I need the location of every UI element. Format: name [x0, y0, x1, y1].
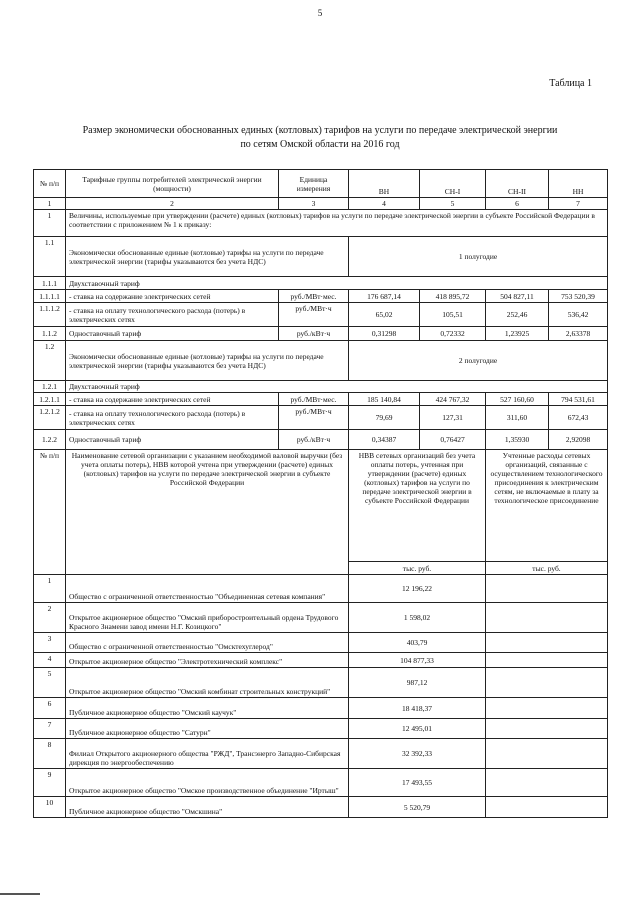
colnum-7: 7 — [549, 198, 608, 210]
row-label: - ставка на содержание электрических сетей — [66, 290, 279, 303]
org-nvv: 1 598,02 — [349, 603, 486, 633]
org-num: 5 — [34, 668, 66, 698]
orgs-header-name: Наименование сетевой организации с указанием необходимой валовой выручки (без учета оплаты потерь), НВВ которой учтена при утверждении (расчете) единых (котловых) тарифов на услуги по передаче электрической энергии в субъекте Российской Федерации — [66, 450, 349, 575]
colnum-2: 2 — [66, 198, 279, 210]
org-expenses — [486, 575, 608, 603]
value-sn2: 504 827,11 — [486, 290, 549, 303]
value-nn: 536,42 — [549, 303, 608, 327]
org-nvv: 32 392,33 — [349, 739, 486, 769]
org-name: Публичное акционерное общество "Омский каучук" — [66, 698, 349, 719]
row-label: Двухставочный тариф — [66, 277, 608, 290]
value-vn: 0,31298 — [349, 327, 420, 341]
org-num: 7 — [34, 719, 66, 739]
org-name: Публичное акционерное общество "Омскшина" — [66, 797, 349, 818]
org-expenses — [486, 698, 608, 719]
org-expenses — [486, 769, 608, 797]
orgs-header-num: № п/п — [34, 450, 66, 575]
colnum-5: 5 — [420, 198, 486, 210]
row-label: Двухставочный тариф — [66, 381, 608, 393]
header-level-sn1: СН-I — [420, 184, 486, 198]
org-name: Общество с ограниченной ответственностью "Объединенная сетевая компания" — [66, 575, 349, 603]
org-nvv: 987,12 — [349, 668, 486, 698]
row-num: 1.2.1.1 — [34, 393, 66, 406]
org-nvv: 17 493,55 — [349, 769, 486, 797]
org-nvv: 18 418,37 — [349, 698, 486, 719]
org-expenses — [486, 797, 608, 818]
orgs-header-nvv: НВВ сетевых организаций без учета оплаты потерь, учтенная при утверждении (расчете) единых (котловых) тарифов на услуги по передаче электрической энергии в субъекте Российской Федерации — [349, 450, 486, 562]
org-nvv: 12 495,01 — [349, 719, 486, 739]
page-number: 5 — [317, 8, 323, 18]
row-num: 1.2.1 — [34, 381, 66, 393]
value-sn1: 424 767,32 — [420, 393, 486, 406]
row-unit: руб./МВт·мес. — [279, 393, 349, 406]
row-unit: руб./кВт·ч — [279, 327, 349, 341]
section-num: 1 — [34, 210, 66, 237]
org-num: 2 — [34, 603, 66, 633]
value-nn: 794 531,61 — [549, 393, 608, 406]
org-name: Открытое акционерное общество "Омское производственное объединение "Иртыш" — [66, 769, 349, 797]
row-label: - ставка на оплату технологического расхода (потерь) в электрических сетях — [66, 406, 279, 430]
value-nn: 672,43 — [549, 406, 608, 430]
row-num: 1.2.2 — [34, 430, 66, 450]
period-label: 1 полугодие — [349, 237, 608, 277]
orgs-unit-expenses: тыс. руб. — [486, 562, 608, 575]
row-num: 1.2 — [34, 341, 66, 381]
value-sn1: 105,51 — [420, 303, 486, 327]
row-label: Экономически обоснованные единые (котловые) тарифы на услуги по передаче электрической энергии (тарифы указываются без учета НДС) — [66, 341, 349, 381]
value-nn: 2,63378 — [549, 327, 608, 341]
org-expenses — [486, 719, 608, 739]
org-num: 9 — [34, 769, 66, 797]
org-expenses — [486, 633, 608, 653]
org-nvv: 5 520,79 — [349, 797, 486, 818]
header-num: № п/п — [34, 170, 66, 198]
org-num: 10 — [34, 797, 66, 818]
header-level-vn: ВН — [349, 184, 420, 198]
org-num: 8 — [34, 739, 66, 769]
header-group: Тарифные группы потребителей электрической энергии (мощности) — [66, 170, 279, 198]
row-unit: руб./кВт·ч — [279, 430, 349, 450]
row-num: 1.1.1.2 — [34, 303, 66, 327]
value-sn1: 0,76427 — [420, 430, 486, 450]
period-label: 2 полугодие — [349, 341, 608, 381]
value-sn2: 1,23925 — [486, 327, 549, 341]
value-nn: 2,92098 — [549, 430, 608, 450]
row-num: 1.1.1.1 — [34, 290, 66, 303]
org-name: Филиал Открытого акционерного общества "РЖД", Трансэнерго Западно-Сибирская дирекция по энергообеспечению — [66, 739, 349, 769]
org-name: Открытое акционерное общество "Электротехнический комплекс" — [66, 653, 349, 668]
value-sn1: 0,72332 — [420, 327, 486, 341]
header-level-nn: НН — [549, 184, 608, 198]
section-text: Величины, используемые при утверждении (расчете) единых (котловых) тарифов на услуги по передаче электрической энергии в субъекте Российской Федерации в соответствии с приложением № 1 к приказу: — [66, 210, 608, 237]
document-title: Размер экономически обоснованных единых (котловых) тарифов на услуги по передаче электрической энергии по сетям Омской области на 2016 год — [82, 125, 558, 150]
orgs-header-expenses: Учтенные расходы сетевых организаций, связанные с осуществлением технологического присоединения к электрическим сетям, не включаемые в плату за технологическое присоединение — [486, 450, 608, 562]
header-unit: Единица измерения — [279, 170, 349, 198]
row-label: - ставка на содержание электрических сетей — [66, 393, 279, 406]
org-name: Открытое акционерное общество "Омский приборостроительный ордена Трудового Красного Знамени завод имени Н.Г. Козицкого" — [66, 603, 349, 633]
org-name: Общество с ограниченной ответственностью "Омсктехуглерод" — [66, 633, 349, 653]
org-expenses — [486, 739, 608, 769]
org-nvv: 403,79 — [349, 633, 486, 653]
colnum-6: 6 — [486, 198, 549, 210]
row-unit: руб./МВт·ч — [279, 303, 349, 327]
org-expenses — [486, 668, 608, 698]
row-label: - ставка на оплату технологического расхода (потерь) в электрических сетях — [66, 303, 279, 327]
orgs-unit-nvv: тыс. руб. — [349, 562, 486, 575]
row-unit: руб./МВт·мес. — [279, 290, 349, 303]
row-num: 1.2.1.2 — [34, 406, 66, 430]
value-vn: 65,02 — [349, 303, 420, 327]
row-label: Одноставочный тариф — [66, 430, 279, 450]
value-sn2: 311,60 — [486, 406, 549, 430]
tariff-table — [33, 169, 608, 818]
value-sn2: 527 160,60 — [486, 393, 549, 406]
colnum-3: 3 — [279, 198, 349, 210]
value-vn: 0,34387 — [349, 430, 420, 450]
row-num: 1.1.2 — [34, 327, 66, 341]
value-sn2: 252,46 — [486, 303, 549, 327]
value-nn: 753 520,39 — [549, 290, 608, 303]
row-num: 1.1 — [34, 237, 66, 277]
org-expenses — [486, 653, 608, 668]
value-sn2: 1,35930 — [486, 430, 549, 450]
row-num: 1.1.1 — [34, 277, 66, 290]
org-num: 4 — [34, 653, 66, 668]
scan-edge-mark — [0, 893, 40, 895]
value-sn1: 127,31 — [420, 406, 486, 430]
value-vn: 176 687,14 — [349, 290, 420, 303]
org-num: 3 — [34, 633, 66, 653]
header-level-sn2: СН-II — [486, 184, 549, 198]
colnum-1: 1 — [34, 198, 66, 210]
org-name: Открытое акционерное общество "Омский комбинат строительных конструкций" — [66, 668, 349, 698]
row-unit: руб./МВт·ч — [279, 406, 349, 430]
colnum-4: 4 — [349, 198, 420, 210]
org-nvv: 12 196,22 — [349, 575, 486, 603]
org-num: 1 — [34, 575, 66, 603]
value-sn1: 418 895,72 — [420, 290, 486, 303]
org-nvv: 104 877,33 — [349, 653, 486, 668]
org-num: 6 — [34, 698, 66, 719]
value-vn: 79,69 — [349, 406, 420, 430]
org-name: Публичное акционерное общество "Сатурн" — [66, 719, 349, 739]
row-label: Одноставочный тариф — [66, 327, 279, 341]
table-label: Таблица 1 — [549, 78, 592, 89]
row-label: Экономически обоснованные единые (котловые) тарифы на услуги по передаче электрической энергии (тарифы указываются без учета НДС) — [66, 237, 349, 277]
org-expenses — [486, 603, 608, 633]
value-vn: 185 140,84 — [349, 393, 420, 406]
